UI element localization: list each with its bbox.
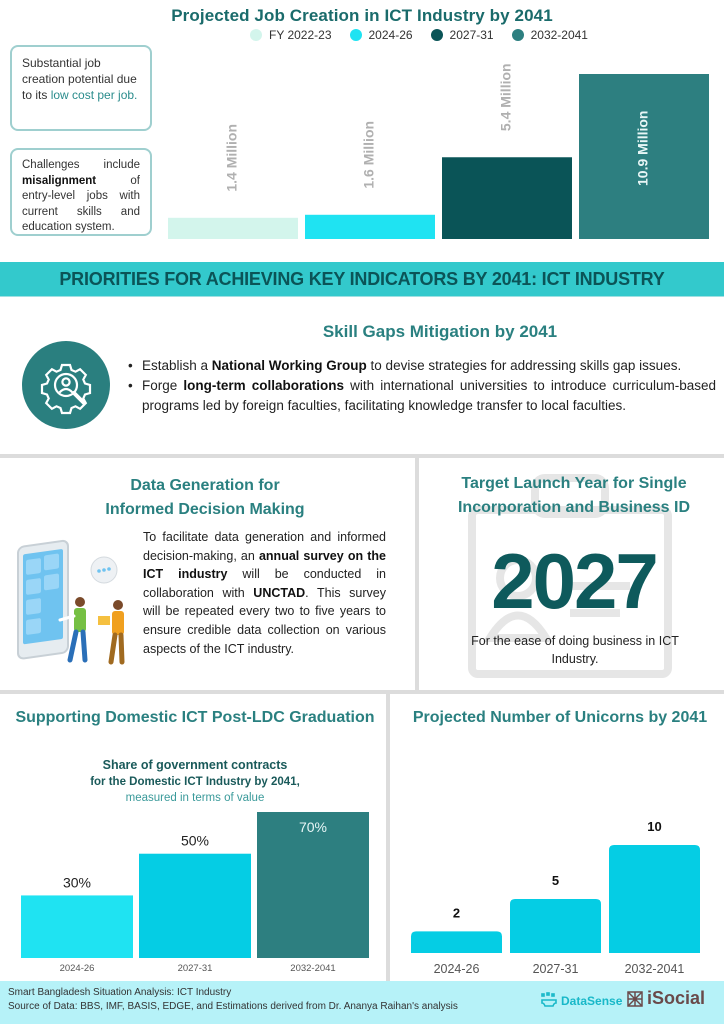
title-line: Informed Decision Making xyxy=(105,501,305,518)
bar-value-label: 1.6 Million xyxy=(360,120,377,189)
legend-dot-2027 xyxy=(431,29,443,41)
x-tick-label: 2027-31 xyxy=(177,963,213,974)
unicorns-chart xyxy=(400,790,724,978)
government-contracts-chart xyxy=(0,800,390,975)
bar-fy-2022-23 xyxy=(168,218,298,239)
bar-value-label: 10.9 Million xyxy=(634,110,651,186)
note-low-cost xyxy=(10,45,152,131)
bullet-text: Establish a xyxy=(142,358,212,373)
divider xyxy=(0,690,724,694)
bullet-text: Forge xyxy=(142,378,184,393)
x-tick-label: 2032-2041 xyxy=(624,962,685,976)
bar-value-label: 70% xyxy=(298,819,328,835)
bar-2027-31 xyxy=(442,157,572,239)
bar-value-label: 1.4 Million xyxy=(223,123,240,192)
note-text: of entry-level jobs with current skills and education system. xyxy=(22,174,140,233)
supporting-subtitle: for the Domestic ICT Industry by 2041, xyxy=(90,776,300,788)
job-creation-title: Projected Job Creation in ICT Industry by 2041 xyxy=(171,6,553,25)
legend-dot-2024 xyxy=(350,29,362,41)
divider xyxy=(0,454,724,458)
skill-gaps-list xyxy=(126,356,716,416)
unicorns-title: Projected Number of Unicorns by 2041 xyxy=(412,709,708,726)
footer-report-title: Smart Bangladesh Situation Analysis: ICT Industry xyxy=(8,987,232,998)
x-tick-label: 2024-26 xyxy=(59,963,95,974)
note-accent-text: low cost per job. xyxy=(50,88,138,102)
legend-label: 2024-26 xyxy=(368,28,413,42)
legend-item xyxy=(350,28,413,42)
bar-2024-26 xyxy=(305,215,435,239)
footer-source: Source of Data: BBS, IMF, BASIS, EDGE, and Estimations derived from Dr. Ananya Raihan's analysis xyxy=(8,1001,458,1012)
isocial-logo-icon xyxy=(626,990,644,1008)
note-challenges xyxy=(10,148,152,236)
legend-dot-2032 xyxy=(512,29,524,41)
speech-bubble-icon xyxy=(91,557,117,583)
legend-label: FY 2022-23 xyxy=(269,28,332,42)
target-year-value: 2027 xyxy=(491,537,657,625)
isocial-logo xyxy=(626,988,705,1009)
skill-gaps-title: Skill Gaps Mitigation by 2041 xyxy=(322,322,558,341)
bar-value-label: 5.4 Million xyxy=(497,63,514,132)
datasense-logo-text: DataSense xyxy=(561,994,623,1008)
banner-text: PRIORITIES FOR ACHIEVING KEY INDICATORS BY 2041: ICT INDUSTRY xyxy=(59,268,665,289)
list-item xyxy=(126,356,716,376)
job-creation-chart xyxy=(160,50,724,242)
people-phone-illustration xyxy=(12,530,132,675)
bar-value-label: 30% xyxy=(62,874,92,891)
title-line: Data Generation for xyxy=(130,477,280,494)
bar-value-label: 5 xyxy=(551,873,560,888)
phone-icon xyxy=(18,540,68,659)
bar-2027-31 xyxy=(139,854,251,958)
isocial-logo-text: iSocial xyxy=(647,988,706,1008)
body-bold-text: UNCTAD xyxy=(253,585,306,600)
target-launch-note: For the ease of doing business in ICT Industry. xyxy=(471,634,679,666)
legend-label: 2027-31 xyxy=(449,28,494,42)
note-bold-text: misalignment xyxy=(22,174,97,187)
legend-item xyxy=(431,28,494,42)
x-tick-label: 2032-2041 xyxy=(290,963,336,974)
body-text: To facilitate data generation and informed decision-making, an xyxy=(143,530,386,563)
legend-item xyxy=(512,28,588,42)
supporting-subtitle: Share of government contracts xyxy=(102,758,288,772)
datasense-logo-icon xyxy=(540,992,558,1010)
bullet-bold-text: long-term collaborations xyxy=(183,378,344,393)
datasense-logo xyxy=(540,992,622,1010)
bullet-bold-text: National Working Group xyxy=(211,358,367,373)
body-bold-text: annual survey on the ICT industry xyxy=(143,548,386,582)
note-text: Challenges include xyxy=(22,159,140,171)
priorities-banner xyxy=(0,262,724,297)
body-text: will be conducted in collaboration with xyxy=(143,567,386,600)
legend-item xyxy=(250,28,332,42)
target-launch-title: Target Launch Year for Single Incorporation and Business ID xyxy=(457,475,691,516)
divider xyxy=(415,456,419,692)
bar-value-label: 2 xyxy=(452,905,461,921)
bar-value-label: 50% xyxy=(180,832,210,849)
bar-2024-26 xyxy=(411,931,502,953)
bar-2032-2041 xyxy=(609,845,700,953)
supporting-subtitle-note: measured in terms of value xyxy=(125,792,265,804)
x-tick-label: 2027-31 xyxy=(532,962,579,976)
bar-2027-31 xyxy=(510,899,601,953)
body-text: . This survey will be repeated every two to five years to ensure credible data collection on various aspects of the ICT industry. xyxy=(143,585,386,656)
data-generation-title xyxy=(40,474,370,522)
bullet-text: with international universities to introduce curriculum-based programs led by foreign faculties, facilitating knowledge transfer to local faculties. xyxy=(142,378,717,413)
note-text: Substantial job creation potential due to its xyxy=(22,56,137,102)
chart-legend xyxy=(250,28,588,42)
gear-person-search-icon xyxy=(22,341,110,429)
bullet-text: to devise strategies for addressing skills gap issues. xyxy=(366,358,682,373)
bar-2024-26 xyxy=(21,895,133,958)
data-generation-text xyxy=(143,528,386,658)
person-orange-icon xyxy=(98,600,124,662)
legend-dot-fy2022 xyxy=(250,29,262,41)
x-tick-label: 2024-26 xyxy=(433,962,480,976)
legend-label: 2032-2041 xyxy=(530,28,588,42)
bar-value-label: 10 xyxy=(647,819,662,834)
list-item xyxy=(126,376,716,416)
supporting-domestic-title: Supporting Domestic ICT Post-LDC Graduation xyxy=(15,709,375,726)
